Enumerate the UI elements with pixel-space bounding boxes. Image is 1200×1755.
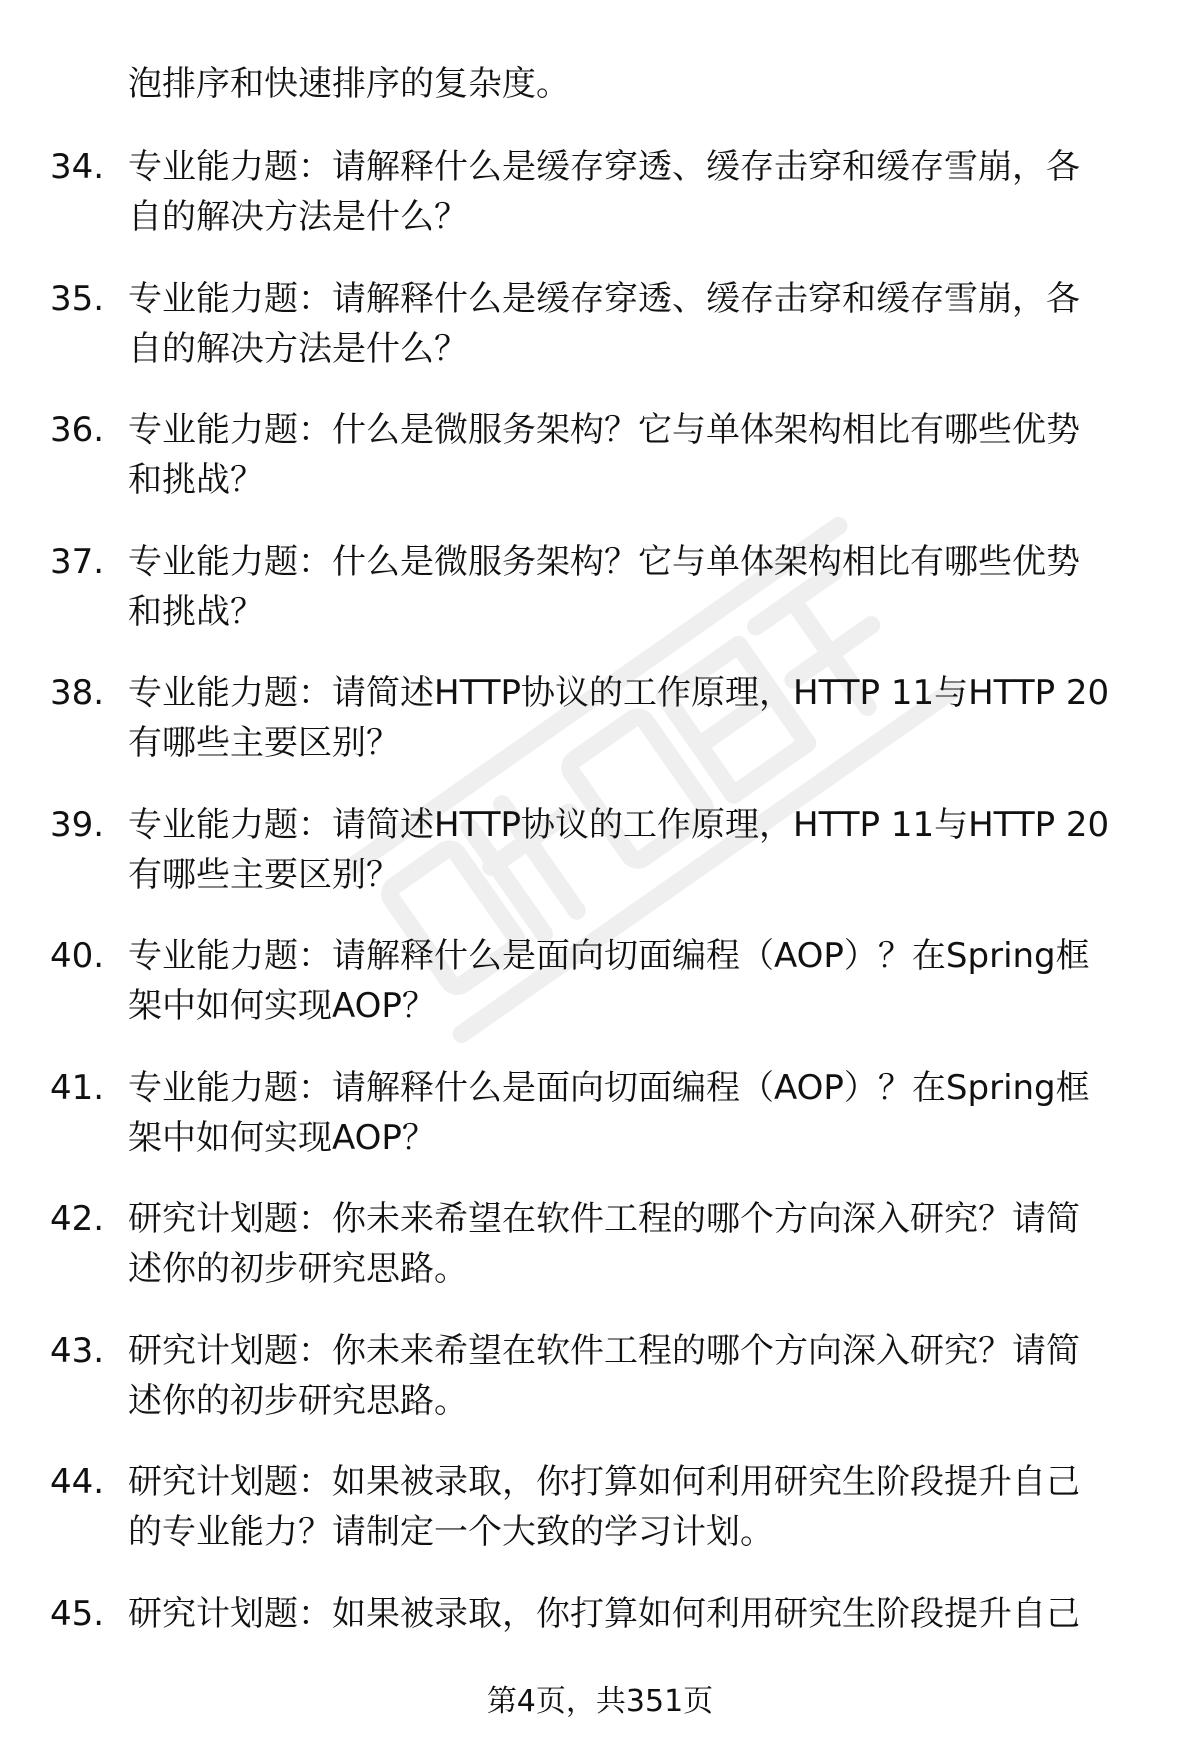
list-item (50, 1457, 1160, 1557)
item-line: 架中如何实现AOP？ (128, 986, 436, 1026)
item-number: 41. (50, 1067, 105, 1108)
item-line: 专业能力题：什么是微服务架构？它与单体架构相比有哪些优势 (128, 410, 1080, 450)
item-line: 自的解决方法是什么？ (128, 197, 468, 237)
item-line: 研究计划题：如果被录取，你打算如何利用研究生阶段提升自己 (128, 1593, 1080, 1634)
item-text (128, 1063, 1160, 1163)
list-item (50, 1194, 1160, 1294)
item-line: 专业能力题：请解释什么是面向切面编程（AOP）？在Spring框 (128, 936, 1090, 976)
item-number: 37. (50, 541, 105, 582)
item-number: 36. (50, 410, 105, 450)
item-line: 专业能力题：请简述HTTP协议的工作原理，HTTP 11与HTTP 20 (128, 673, 1110, 713)
item-line: 研究计划题：你未来希望在软件工程的哪个方向深入研究？请简 (128, 1199, 1080, 1239)
item-line: 专业能力题：请解释什么是面向切面编程（AOP）？在Spring框 (128, 1067, 1090, 1108)
item-line: 有哪些主要区别？ (128, 723, 400, 763)
item-text (128, 800, 1160, 900)
item-line: 自的解决方法是什么？ (128, 328, 468, 369)
item-text (128, 1194, 1160, 1294)
continuation-text: 泡排序和快速排序的复杂度。 (128, 64, 570, 104)
item-line: 架中如何实现AOP？ (128, 1117, 436, 1158)
item-text (128, 537, 1160, 637)
list-item (50, 537, 1160, 637)
item-number: 40. (50, 936, 105, 976)
item-text (128, 668, 1160, 768)
item-line: 和挑战？ (128, 591, 264, 632)
list-item (50, 1589, 1160, 1639)
item-number: 45. (50, 1593, 105, 1634)
list-item (50, 1326, 1160, 1426)
item-text (128, 1457, 1160, 1557)
item-text (128, 142, 1160, 242)
item-line: 述你的初步研究思路。 (128, 1249, 468, 1289)
item-line: 有哪些主要区别？ (128, 854, 400, 895)
list-item (50, 405, 1160, 505)
item-text (128, 931, 1160, 1031)
list-item (50, 668, 1160, 768)
item-line: 研究计划题：如果被录取，你打算如何利用研究生阶段提升自己 (128, 1462, 1080, 1502)
question-list (50, 142, 1160, 1639)
list-item (50, 274, 1160, 374)
item-text (128, 1589, 1160, 1639)
item-line: 专业能力题：什么是微服务架构？它与单体架构相比有哪些优势 (128, 541, 1080, 582)
item-line: 专业能力题：请简述HTTP协议的工作原理，HTTP 11与HTTP 20 (128, 804, 1110, 845)
item-line: 的专业能力？请制定一个大致的学习计划。 (128, 1512, 774, 1552)
item-line: 专业能力题：请解释什么是缓存穿透、缓存击穿和缓存雪崩，各 (128, 147, 1080, 187)
item-text (128, 1326, 1160, 1426)
list-item (50, 931, 1160, 1031)
item-number: 43. (50, 1330, 105, 1371)
item-line: 述你的初步研究思路。 (128, 1380, 468, 1421)
page-footer: 第4页，共351页 (486, 1684, 714, 1719)
item-number: 44. (50, 1462, 105, 1502)
list-item (50, 800, 1160, 900)
item-line: 专业能力题：请解释什么是缓存穿透、缓存击穿和缓存雪崩，各 (128, 278, 1080, 319)
item-number: 39. (50, 804, 105, 845)
item-line: 和挑战？ (128, 460, 264, 500)
item-number: 35. (50, 278, 105, 319)
item-number: 38. (50, 673, 105, 713)
item-line: 研究计划题：你未来希望在软件工程的哪个方向深入研究？请简 (128, 1330, 1080, 1371)
item-number: 34. (50, 147, 105, 187)
item-text (128, 274, 1160, 374)
item-number: 42. (50, 1199, 105, 1239)
item-text (128, 405, 1160, 505)
list-item (50, 142, 1160, 242)
list-item (50, 1063, 1160, 1163)
